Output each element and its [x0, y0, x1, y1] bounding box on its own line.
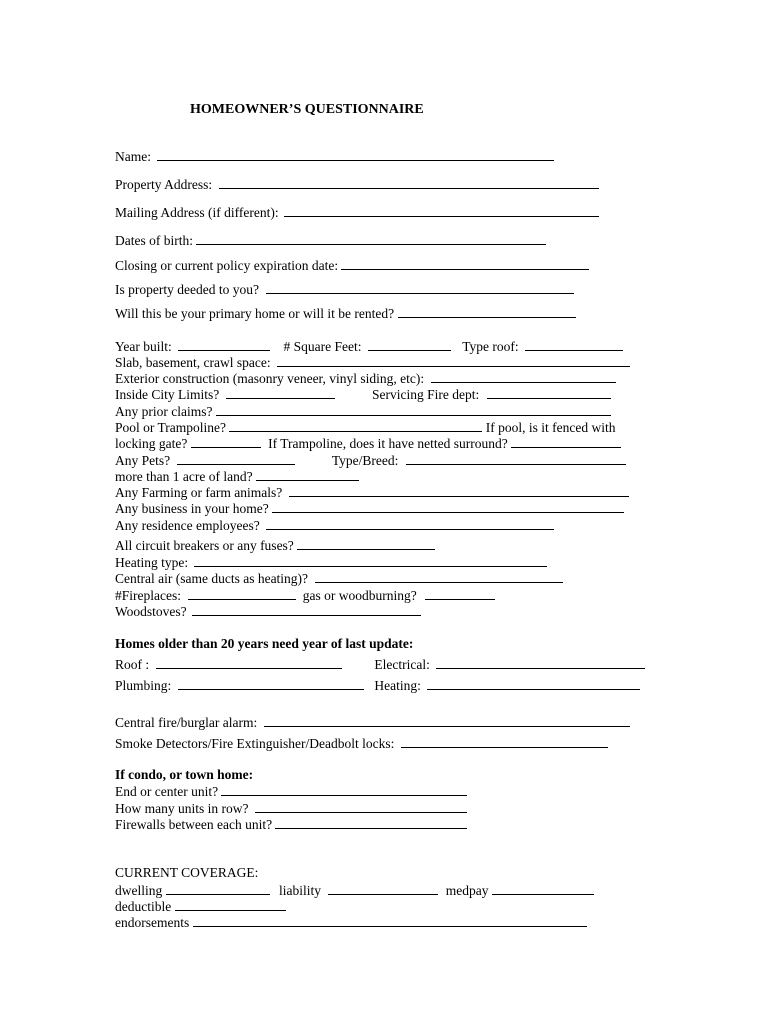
- inside-city-row: [115, 386, 611, 403]
- slab-field[interactable]: [277, 354, 630, 367]
- heating-type-row: [115, 554, 547, 571]
- fireplaces-label: #Fireplaces:: [115, 588, 181, 603]
- closing-date-label: Closing or current policy expiration date:: [115, 258, 339, 273]
- business-row: [115, 500, 624, 517]
- square-feet-field[interactable]: [368, 338, 451, 351]
- deeded-label: Is property deeded to you?: [115, 282, 259, 297]
- woodstoves-label: Woodstoves?: [115, 604, 187, 619]
- fireplaces-row: [115, 587, 495, 604]
- deductible-row: [115, 898, 286, 915]
- gas-wood-field[interactable]: [425, 587, 495, 600]
- end-center-row: [115, 783, 467, 800]
- business-label: Any business in your home?: [115, 501, 269, 516]
- detectors-label: Smoke Detectors/Fire Extinguisher/Deadbolt locks:: [115, 736, 395, 751]
- trampoline-net-field[interactable]: [511, 435, 621, 448]
- plumbing-field[interactable]: [178, 677, 364, 690]
- employees-row: [115, 517, 554, 534]
- pets-row: [115, 452, 626, 469]
- medpay-label: medpay: [445, 883, 489, 898]
- year-built-row: [115, 338, 623, 355]
- acre-label: more than 1 acre of land?: [115, 469, 253, 484]
- roof-field[interactable]: [156, 656, 342, 669]
- type-breed-field[interactable]: [406, 452, 626, 465]
- electrical-field[interactable]: [436, 656, 645, 669]
- inside-city-field[interactable]: [226, 386, 335, 399]
- name-row: [115, 148, 554, 165]
- endorsements-label: endorsements: [115, 915, 190, 930]
- acre-field[interactable]: [256, 468, 359, 481]
- prior-claims-label: Any prior claims?: [115, 404, 213, 419]
- alarm-label: Central fire/burglar alarm:: [115, 715, 258, 730]
- alarm-row: [115, 714, 630, 731]
- pool-field[interactable]: [229, 419, 482, 432]
- locking-gate-row: [115, 435, 621, 452]
- deeded-field[interactable]: [266, 281, 574, 294]
- square-feet-label: # Square Feet:: [283, 339, 362, 354]
- electrical-label: Electrical:: [374, 657, 430, 672]
- exterior-field[interactable]: [431, 370, 616, 383]
- slab-label: Slab, basement, crawl space:: [115, 355, 271, 370]
- pool-label: Pool or Trampoline?: [115, 420, 227, 435]
- gas-wood-label: gas or woodburning?: [302, 588, 417, 603]
- prior-claims-row: [115, 403, 611, 420]
- dwelling-field[interactable]: [166, 882, 270, 895]
- page-title: HOMEOWNER’S QUESTIONNAIRE: [190, 102, 424, 117]
- servicing-fire-field[interactable]: [487, 386, 611, 399]
- plumbing-heating-row: [115, 677, 640, 694]
- farming-field[interactable]: [289, 484, 629, 497]
- primary-home-row: [115, 305, 576, 322]
- name-field[interactable]: [157, 148, 554, 161]
- condo-heading: If condo, or town home:: [115, 767, 254, 782]
- locking-gate-label: locking gate?: [115, 436, 188, 451]
- servicing-fire-label: Servicing Fire dept:: [372, 387, 480, 402]
- end-center-field[interactable]: [221, 783, 467, 796]
- employees-label: Any residence employees?: [115, 518, 260, 533]
- exterior-row: [115, 370, 616, 387]
- deductible-label: deductible: [115, 899, 172, 914]
- heating-type-field[interactable]: [194, 554, 547, 567]
- breakers-field[interactable]: [297, 537, 435, 550]
- endorsements-field[interactable]: [193, 914, 587, 927]
- detectors-row: [115, 735, 608, 752]
- firewalls-row: [115, 816, 467, 833]
- dwelling-label: dwelling: [115, 883, 163, 898]
- breakers-row: [115, 537, 435, 554]
- central-air-row: [115, 570, 563, 587]
- end-center-label: End or center unit?: [115, 784, 219, 799]
- firewalls-field[interactable]: [275, 816, 467, 829]
- farming-label: Any Farming or farm animals?: [115, 485, 283, 500]
- year-built-label: Year built:: [115, 339, 172, 354]
- mailing-address-field[interactable]: [284, 204, 599, 217]
- central-air-label: Central air (same ducts as heating)?: [115, 571, 309, 586]
- property-address-label: Property Address:: [115, 177, 213, 192]
- prior-claims-field[interactable]: [216, 403, 611, 416]
- dates-of-birth-row: [115, 232, 546, 249]
- medpay-field[interactable]: [492, 882, 594, 895]
- firewalls-label: Firewalls between each unit?: [115, 817, 273, 832]
- detectors-field[interactable]: [401, 735, 608, 748]
- deeded-row: [115, 281, 574, 298]
- property-address-field[interactable]: [219, 176, 599, 189]
- name-label: Name:: [115, 149, 151, 164]
- coverage-heading: CURRENT COVERAGE:: [115, 865, 259, 880]
- pets-field[interactable]: [177, 452, 295, 465]
- type-roof-field[interactable]: [525, 338, 623, 351]
- breakers-label: All circuit breakers or any fuses?: [115, 538, 294, 553]
- roof-label: Roof :: [115, 657, 150, 672]
- farming-row: [115, 484, 629, 501]
- endorsements-row: [115, 914, 587, 931]
- fireplaces-field[interactable]: [188, 587, 296, 600]
- business-field[interactable]: [272, 500, 624, 513]
- dates-of-birth-field[interactable]: [196, 232, 546, 245]
- type-breed-label: Type/Breed:: [331, 453, 399, 468]
- units-row-label: How many units in row?: [115, 801, 249, 816]
- primary-home-field[interactable]: [398, 305, 576, 318]
- heating-type-label: Heating type:: [115, 555, 189, 570]
- primary-home-label: Will this be your primary home or will it be rented?: [115, 306, 395, 321]
- acre-row: [115, 468, 359, 485]
- mailing-address-row: [115, 204, 599, 221]
- woodstoves-row: [115, 603, 421, 620]
- locking-gate-field[interactable]: [191, 435, 261, 448]
- update-heading: Homes older than 20 years need year of last update:: [115, 636, 414, 651]
- woodstoves-field[interactable]: [192, 603, 421, 616]
- mailing-address-label: Mailing Address (if different):: [115, 205, 279, 220]
- heating-label: Heating:: [374, 678, 421, 693]
- liability-field[interactable]: [328, 882, 438, 895]
- closing-date-field[interactable]: [341, 257, 589, 270]
- alarm-field[interactable]: [264, 714, 630, 727]
- pool-fenced-label: If pool, is it fenced with: [485, 420, 616, 435]
- liability-label: liability: [279, 883, 321, 898]
- year-built-field[interactable]: [178, 338, 270, 351]
- pool-row: [115, 419, 616, 436]
- central-air-field[interactable]: [315, 570, 563, 583]
- units-row-field[interactable]: [255, 800, 467, 813]
- dates-of-birth-label: Dates of birth:: [115, 233, 193, 248]
- plumbing-label: Plumbing:: [115, 678, 172, 693]
- deductible-field[interactable]: [175, 898, 286, 911]
- slab-row: [115, 354, 630, 371]
- type-roof-label: Type roof:: [462, 339, 519, 354]
- units-row-row: [115, 800, 467, 817]
- coverage-row: [115, 882, 594, 899]
- exterior-label: Exterior construction (masonry veneer, vinyl siding, etc):: [115, 371, 425, 386]
- inside-city-label: Inside City Limits?: [115, 387, 220, 402]
- employees-field[interactable]: [266, 517, 554, 530]
- closing-date-row: [115, 257, 589, 274]
- property-address-row: [115, 176, 599, 193]
- trampoline-net-label: If Trampoline, does it have netted surround?: [268, 436, 508, 451]
- heating-field[interactable]: [427, 677, 640, 690]
- roof-electrical-row: [115, 656, 645, 673]
- pets-label: Any Pets?: [115, 453, 171, 468]
